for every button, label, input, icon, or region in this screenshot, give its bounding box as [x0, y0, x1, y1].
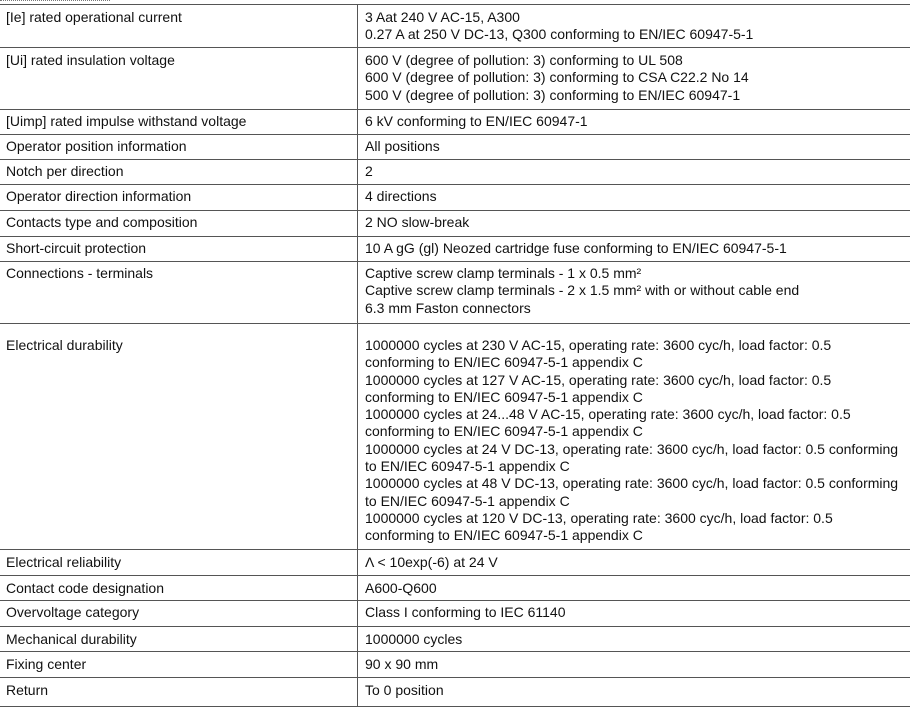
spec-label: Overvoltage category: [6, 604, 140, 620]
spec-label: Notch per direction: [6, 163, 124, 179]
spec-value: [365, 337, 910, 545]
spec-value-line: 600 V (degree of pollution: 3) conforming to UL 508: [365, 52, 683, 68]
spec-value: [365, 138, 910, 155]
spec-value-line: to EN/IEC 60947-5-1 appendix C: [365, 458, 570, 475]
table-row: [0, 262, 910, 324]
spec-value-line: 6.3 mm Faston connectors: [365, 299, 531, 316]
spec-label: Contacts type and composition: [6, 214, 198, 230]
spec-label: [Ui] rated insulation voltage: [6, 52, 175, 68]
spec-value-line: conforming to EN/IEC 60947-5-1 appendix C: [365, 527, 643, 544]
spec-value-line: 1000000 cycles at 230 V AC-15, operating rate: 3600 cyc/h, load factor: 0.5: [365, 337, 832, 353]
spec-value-line: 1000000 cycles at 127 V AC-15, operating rate: 3600 cyc/h, load factor: 0.5: [365, 371, 832, 388]
spec-value-line: 0.27 A at 250 V DC-13, Q300 conforming to EN/IEC 60947-5-1: [365, 26, 754, 43]
spec-value: [365, 554, 910, 571]
spec-value-line: Class I conforming to IEC 61140: [365, 604, 566, 620]
table-row: [0, 627, 910, 652]
spec-value-line: 1000000 cycles at 48 V DC-13, operating rate: 3600 cyc/h, load factor: 0.5 conforming: [365, 475, 899, 492]
spec-value-line: 1000000 cycles at 24...48 V AC-15, operating rate: 3600 cyc/h, load factor: 0.5: [365, 406, 851, 423]
table-row: [0, 237, 910, 262]
spec-value: [365, 631, 910, 648]
spec-label: Fixing center: [6, 656, 87, 672]
table-row: [0, 160, 910, 185]
spec-value-line: 2 NO slow-break: [365, 214, 470, 230]
spec-value: [365, 163, 910, 180]
spec-value-line: 1000000 cycles at 24 V DC-13, operating rate: 3600 cyc/h, load factor: 0.5 conforming: [365, 440, 899, 457]
table-row: [0, 4, 910, 48]
spec-label: Connections - terminals: [6, 265, 154, 281]
table-row: [0, 652, 910, 678]
table-row: [0, 550, 910, 576]
spec-value-line: 2: [365, 163, 373, 179]
spec-value-line: 1000000 cycles: [365, 631, 463, 647]
table-row: [0, 678, 910, 707]
table-row: [0, 185, 910, 211]
spec-value-line: 4 directions: [365, 188, 437, 204]
spec-value-line: 600 V (degree of pollution: 3) conforming to CSA C22.2 No 14: [365, 69, 749, 86]
table-row: [0, 601, 910, 627]
spec-value: [365, 265, 910, 317]
table-row: [0, 48, 910, 110]
cut-off-rule: [0, 0, 110, 1]
spec-value: [365, 214, 910, 231]
spec-value-line: Λ < 10exp(-6) at 24 V: [365, 554, 498, 570]
spec-label: Operator direction information: [6, 188, 192, 204]
spec-label: Return: [6, 682, 49, 698]
spec-value-line: 6 kV conforming to EN/IEC 60947-1: [365, 113, 588, 129]
spec-value: [365, 580, 910, 597]
spec-label: [Uimp] rated impulse withstand voltage: [6, 113, 247, 129]
spec-value: [365, 240, 910, 257]
spec-value-line: to EN/IEC 60947-5-1 appendix C: [365, 492, 570, 509]
spec-value-line: All positions: [365, 138, 440, 154]
spec-value: [365, 656, 910, 673]
spec-value: [365, 52, 910, 104]
spec-value-line: 90 x 90 mm: [365, 656, 439, 672]
spec-value-line: conforming to EN/IEC 60947-5-1 appendix C: [365, 423, 643, 440]
spec-label: Short-circuit protection: [6, 240, 147, 256]
spec-value-line: 3 Aat 240 V AC-15, A300: [365, 9, 520, 25]
spec-value-line: 500 V (degree of pollution: 3) conforming to EN/IEC 60947-1: [365, 86, 741, 103]
table-row: [0, 110, 910, 135]
spec-label: Electrical reliability: [6, 554, 122, 570]
spec-value: [365, 9, 910, 44]
spec-value: [365, 604, 910, 621]
spec-value-line: conforming to EN/IEC 60947-5-1 appendix C: [365, 354, 643, 371]
spec-value-line: A600-Q600: [365, 580, 437, 596]
spec-value: [365, 113, 910, 130]
spec-label: Operator position information: [6, 138, 187, 154]
column-divider: [357, 4, 358, 707]
spec-value: [365, 188, 910, 205]
spec-value-line: conforming to EN/IEC 60947-5-1 appendix C: [365, 388, 643, 405]
spec-value-line: Captive screw clamp terminals - 1 x 0.5 mm²: [365, 265, 642, 281]
table-row: [0, 135, 910, 160]
spec-label: Mechanical durability: [6, 631, 137, 647]
spec-value-line: Captive screw clamp terminals - 2 x 1.5 mm² with or without cable end: [365, 282, 800, 299]
spec-label: Electrical durability: [6, 337, 123, 353]
spec-value-line: 1000000 cycles at 120 V DC-13, operating rate: 3600 cyc/h, load factor: 0.5: [365, 509, 833, 526]
spec-value-line: To 0 position: [365, 682, 444, 698]
spec-value: [365, 682, 910, 699]
table-row: [0, 211, 910, 237]
table-row: [0, 324, 910, 550]
spec-value-line: 10 A gG (gl) Neozed cartridge fuse conforming to EN/IEC 60947-5-1: [365, 240, 787, 256]
spec-label: Contact code designation: [6, 580, 164, 596]
spec-label: [Ie] rated operational current: [6, 9, 182, 25]
table-row: [0, 576, 910, 601]
